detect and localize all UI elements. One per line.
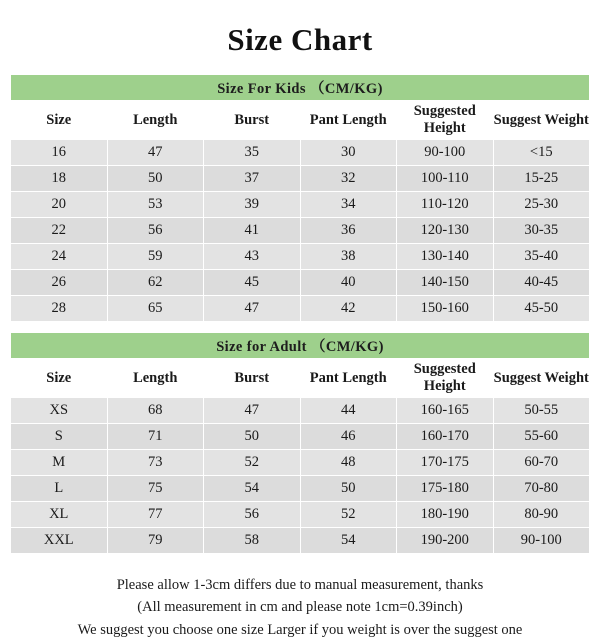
cell-burst: 39 [204,192,301,218]
cell-burst: 45 [204,270,301,296]
table-row [11,192,590,218]
table-row [11,166,590,192]
table-row [11,296,590,322]
cell-burst: 47 [204,296,301,322]
table-row [11,528,590,554]
adult-col-length: Length [107,359,204,398]
cell-burst: 56 [204,502,301,528]
cell-suggest-weight: <15 [493,140,590,166]
cell-suggest-weight: 70-80 [493,476,590,502]
cell-burst: 37 [204,166,301,192]
cell-pant-length: 54 [300,528,397,554]
cell-suggested-height: 175-180 [397,476,494,502]
adult-col-suggest-weight: Suggest Weight [493,359,590,398]
adult-size-table [10,332,590,554]
cell-size: S [11,424,108,450]
cell-pant-length: 42 [300,296,397,322]
cell-suggested-height: 120-130 [397,218,494,244]
cell-length: 59 [107,244,204,270]
cell-burst: 54 [204,476,301,502]
cell-size: 24 [11,244,108,270]
cell-suggest-weight: 30-35 [493,218,590,244]
cell-burst: 50 [204,424,301,450]
kids-col-length: Length [107,101,204,140]
cell-burst: 58 [204,528,301,554]
cell-burst: 52 [204,450,301,476]
cell-size: XL [11,502,108,528]
cell-suggested-height: 140-150 [397,270,494,296]
cell-size: 18 [11,166,108,192]
cell-suggested-height: 190-200 [397,528,494,554]
cell-suggested-height: 160-165 [397,398,494,424]
adult-section-heading-row [11,333,590,359]
cell-suggested-height: 150-160 [397,296,494,322]
table-row [11,476,590,502]
cell-suggest-weight: 80-90 [493,502,590,528]
adult-col-burst: Burst [204,359,301,398]
table-row [11,218,590,244]
table-row [11,270,590,296]
cell-suggested-height: 170-175 [397,450,494,476]
cell-suggested-height: 180-190 [397,502,494,528]
cell-burst: 43 [204,244,301,270]
cell-pant-length: 36 [300,218,397,244]
adult-col-suggested-height: Suggested Height [397,359,494,398]
cell-pant-length: 44 [300,398,397,424]
cell-pant-length: 40 [300,270,397,296]
cell-pant-length: 52 [300,502,397,528]
page-title: Size Chart [227,22,373,57]
table-row [11,424,590,450]
cell-size: 16 [11,140,108,166]
kids-section-heading: Size For Kids （CM/KG) [11,75,590,101]
note-line-1: Please allow 1-3cm differs due to manual measurement, thanks [116,577,484,593]
cell-pant-length: 46 [300,424,397,450]
cell-suggest-weight: 50-55 [493,398,590,424]
cell-size: XXL [11,528,108,554]
cell-length: 53 [107,192,204,218]
cell-burst: 35 [204,140,301,166]
cell-suggested-height: 160-170 [397,424,494,450]
cell-suggested-height: 110-120 [397,192,494,218]
table-row [11,450,590,476]
adult-col-size: Size [11,359,108,398]
cell-length: 68 [107,398,204,424]
cell-suggested-height: 90-100 [397,140,494,166]
cell-suggest-weight: 45-50 [493,296,590,322]
cell-pant-length: 34 [300,192,397,218]
cell-burst: 47 [204,398,301,424]
cell-length: 73 [107,450,204,476]
cell-size: 22 [11,218,108,244]
cell-suggest-weight: 55-60 [493,424,590,450]
kids-col-size: Size [11,101,108,140]
cell-length: 77 [107,502,204,528]
cell-length: 65 [107,296,204,322]
cell-size: L [11,476,108,502]
cell-length: 62 [107,270,204,296]
kids-section-heading-row [11,75,590,101]
note-line-2: (All measurement in cm and please note 1cm=0.39inch) [137,599,463,616]
table-row [11,244,590,270]
cell-pant-length: 30 [300,140,397,166]
table-row [11,140,590,166]
adult-col-pant-length: Pant Length [300,359,397,398]
adult-section-heading: Size for Adult （CM/KG) [11,333,590,359]
cell-burst: 41 [204,218,301,244]
kids-col-suggested-height: Suggested Height [397,101,494,140]
kids-col-pant-length: Pant Length [300,101,397,140]
cell-size: 28 [11,296,108,322]
cell-size: 26 [11,270,108,296]
note-line-3: We suggest you choose one size Larger if you weight is over the suggest one [77,621,523,638]
cell-size: 20 [11,192,108,218]
cell-suggested-height: 100-110 [397,166,494,192]
cell-suggest-weight: 35-40 [493,244,590,270]
cell-length: 79 [107,528,204,554]
size-chart-page [0,22,600,638]
adult-column-header-row [11,359,590,398]
cell-pant-length: 50 [300,476,397,502]
cell-length: 75 [107,476,204,502]
cell-length: 47 [107,140,204,166]
cell-pant-length: 38 [300,244,397,270]
cell-size: XS [11,398,108,424]
table-row [11,398,590,424]
cell-suggest-weight: 40-45 [493,270,590,296]
measurement-notes [20,574,580,641]
cell-pant-length: 32 [300,166,397,192]
kids-col-suggest-weight: Suggest Weight [493,101,590,140]
cell-suggest-weight: 15-25 [493,166,590,192]
table-row [11,502,590,528]
cell-suggest-weight: 60-70 [493,450,590,476]
cell-suggested-height: 130-140 [397,244,494,270]
kids-column-header-row [11,101,590,140]
cell-length: 50 [107,166,204,192]
cell-suggest-weight: 90-100 [493,528,590,554]
cell-size: M [11,450,108,476]
section-spacer [0,322,600,332]
cell-pant-length: 48 [300,450,397,476]
kids-col-burst: Burst [204,101,301,140]
kids-size-table [10,74,590,322]
cell-length: 56 [107,218,204,244]
cell-suggest-weight: 25-30 [493,192,590,218]
cell-length: 71 [107,424,204,450]
